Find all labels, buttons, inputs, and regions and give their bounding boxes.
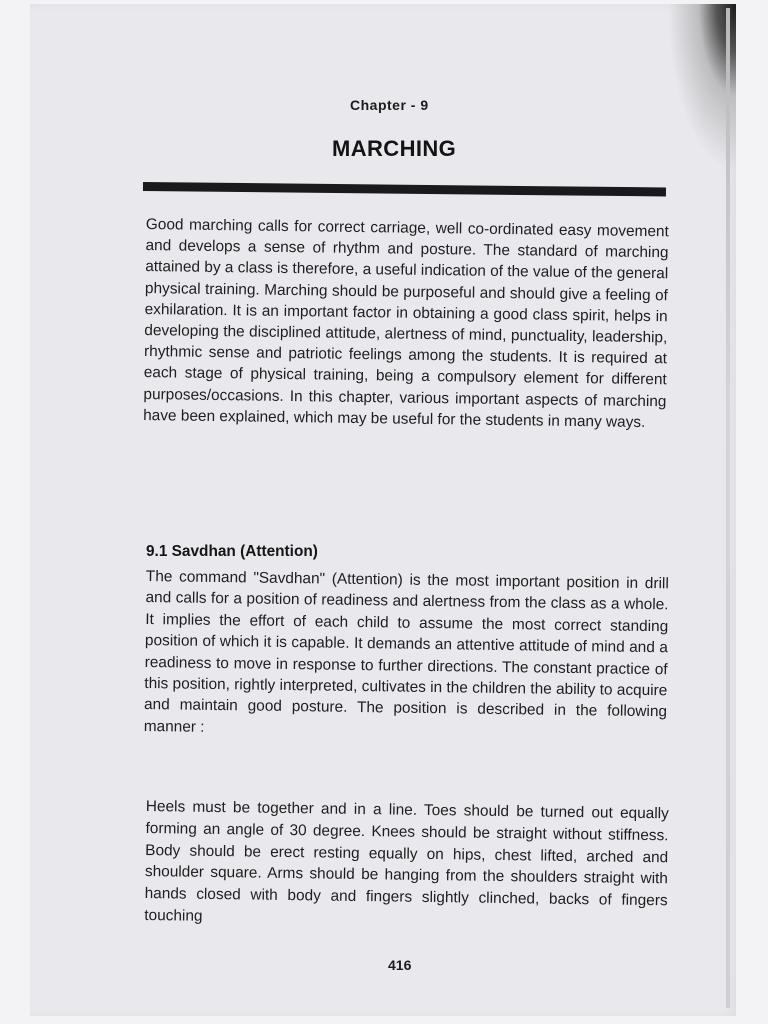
page-edge xyxy=(726,8,730,1008)
intro-paragraph: Good marching calls for correct carriage, well co-ordinated easy movement and develops a sense of rhythm and posture. The standard of marching attained by a class is therefore, a useful indication of the value of the general physical training. Marching should be purposeful and should give a feeling of exhilaration. It is an important factor in obtaining a good class spirit, helps in developing the disciplined attitude, alertness of mind, punctuality, leadership, rhythmic sense and patriotic feelings among the students. It is required at each stage of physical training, being a compulsory element for different purposes/occasions. In this chapter, various important aspects of marching have been explained, which may be useful for the students in many ways. xyxy=(143,215,669,431)
section-paragraph-2: Heels must be together and in a line. Toes should be turned out equally forming an angle of 30 degree. Knees should be straight without stiffness. Body should be erect resting equally on hips, chest lifted, arched and shoulder square. Arms should be hanging from the shoulders straight with hands closed with body and fingers slightly clinched, backs of fingers touching xyxy=(144,797,669,925)
section-paragraph-1: The command "Savdhan" (Attention) is the most important position in drill and calls for a position of readiness and alertness from the class as a whole. It implies the effort of each child to assume the most correct standing position of which it is capable. It demands an attentive attitude of mind and a readiness to move in response to further directions. The constant practice of this position, rightly interpreted, cultivates in the children the ability to acquire and maintain good posture. The position is described in the following manner : xyxy=(143,567,669,736)
page-curl-shadow xyxy=(658,4,736,194)
page-number: 416 xyxy=(388,957,412,973)
chapter-title: MARCHING xyxy=(332,136,457,161)
chapter-label: Chapter - 9 xyxy=(350,97,429,113)
section-heading: 9.1 Savdhan (Attention) xyxy=(146,543,318,560)
